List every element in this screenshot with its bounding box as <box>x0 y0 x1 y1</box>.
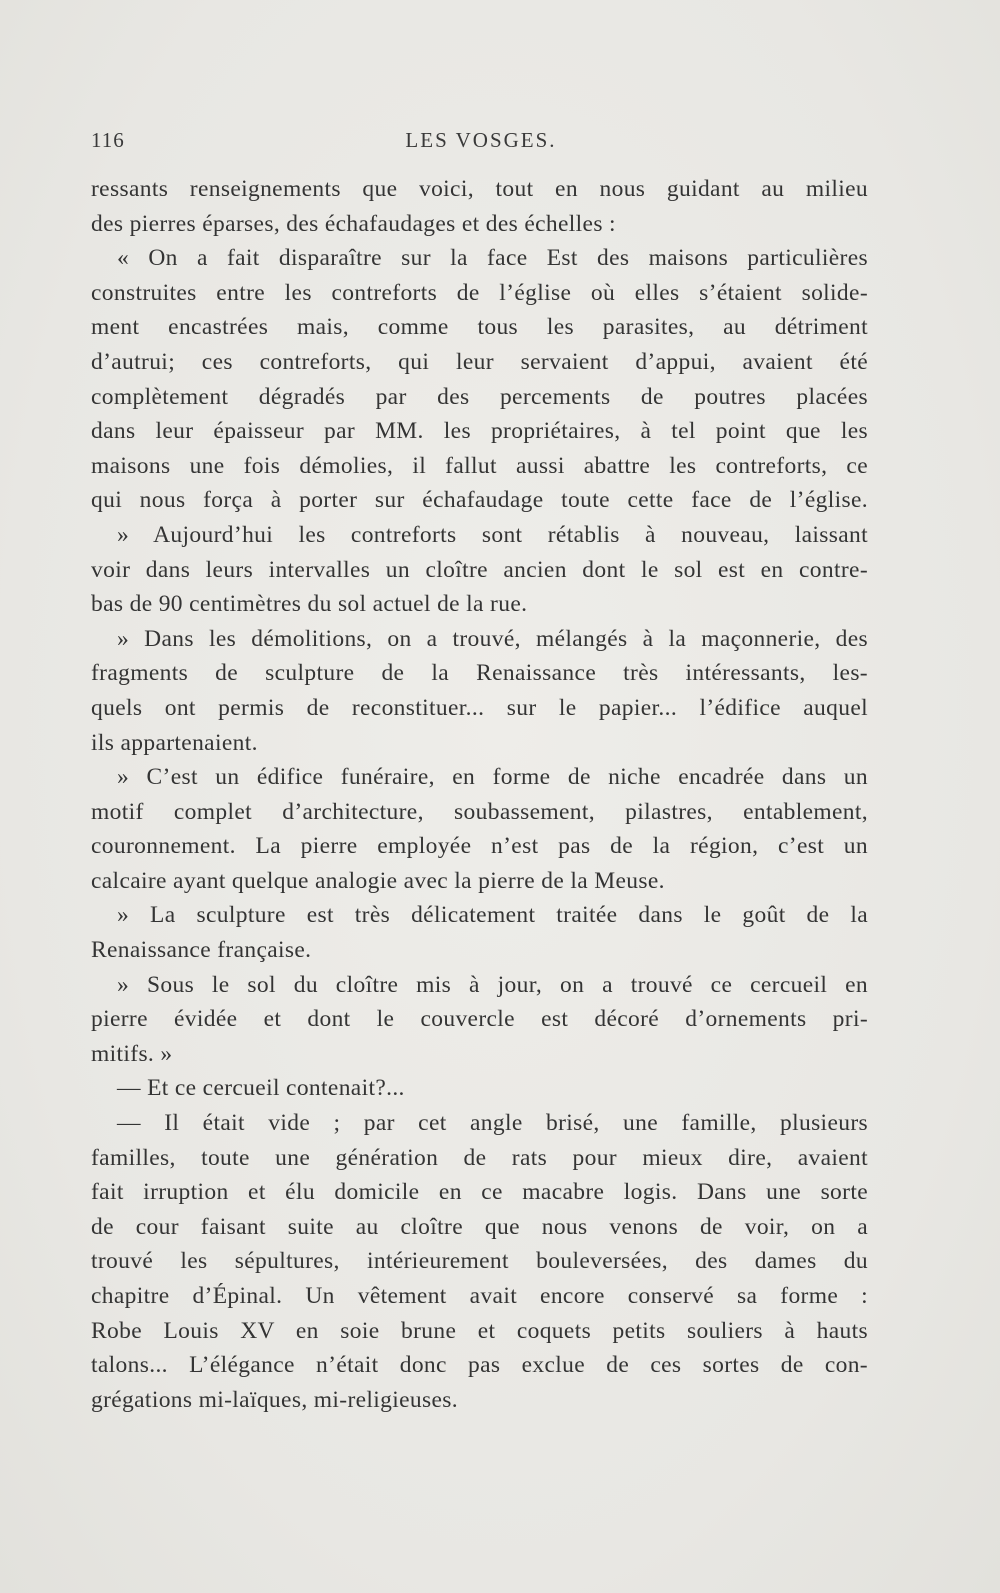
text-line: fragments de sculpture de la Renaissance très intéressants, les- <box>91 660 868 687</box>
text-line: de cour faisant suite au cloître que nous venons de voir, on a <box>91 1213 868 1240</box>
text-line: des pierres éparses, des échafaudages et des échelles : <box>91 210 616 237</box>
text-line: » Sous le sol du cloître mis à jour, on a trouvé ce cercueil en <box>117 971 868 998</box>
text-line: talons... L’élégance n’était donc pas exclue de ces sortes de con- <box>91 1352 868 1379</box>
text-line: qui nous força à porter sur échafaudage toute cette face de l’église. <box>91 487 868 514</box>
text-line: Renaissance française. <box>91 937 312 964</box>
text-line: ressants renseignements que voici, tout en nous guidant au milieu <box>91 176 868 202</box>
text-line: pierre évidée et dont le couvercle est décoré d’ornements pri- <box>91 1006 868 1033</box>
text-line: voir dans leurs intervalles un cloître ancien dont le sol est en contre- <box>91 556 868 583</box>
text-line: bas de 90 centimètres du sol actuel de la rue. <box>91 591 528 618</box>
body-text <box>91 172 868 1417</box>
text-line: familles, toute une génération de rats pour mieux dire, avaient <box>91 1144 868 1171</box>
text-line: construites entre les contreforts de l’église où elles s’étaient solide- <box>91 279 868 306</box>
text-line: complètement dégradés par des percements de poutres placées <box>91 383 868 410</box>
text-line: — Il était vide ; par cet angle brisé, une famille, plusieurs <box>117 1110 868 1137</box>
text-line: « On a fait disparaître sur la face Est des maisons particulières <box>117 245 868 272</box>
text-line: » Dans les démolitions, on a trouvé, mélangés à la maçonnerie, des <box>117 625 868 652</box>
text-line: d’autrui; ces contreforts, qui leur servaient d’appui, avaient été <box>91 348 868 375</box>
text-line: maisons une fois démolies, il fallut aussi abattre les contreforts, ce <box>91 452 868 479</box>
page-number: 116 <box>91 128 125 152</box>
text-line: ils appartenaient. <box>91 729 258 756</box>
text-line: quels ont permis de reconstituer... sur le papier... l’édifice auquel <box>91 694 868 721</box>
text-line: dans leur épaisseur par MM. les propriétaires, à tel point que les <box>91 418 868 445</box>
text-line: » La sculpture est très délicatement traitée dans le goût de la <box>117 902 868 929</box>
text-line: ment encastrées mais, comme tous les parasites, au détriment <box>91 314 868 341</box>
text-line: » Aujourd’hui les contreforts sont rétablis à nouveau, laissant <box>117 521 868 548</box>
text-line: chapitre d’Épinal. Un vêtement avait encore conservé sa forme : <box>91 1283 868 1309</box>
text-line: trouvé les sépultures, intérieurement bouleversées, des dames du <box>91 1248 868 1275</box>
text-line: calcaire ayant quelque analogie avec la pierre de la Meuse. <box>91 867 665 894</box>
page-header <box>91 128 871 158</box>
text-line: grégations mi-laïques, mi-religieuses. <box>91 1386 459 1413</box>
text-line: motif complet d’architecture, soubassement, pilastres, entablement, <box>91 798 868 825</box>
text-line: Robe Louis XV en soie brune et coquets petits souliers à hauts <box>91 1317 868 1344</box>
text-line: — Et ce cercueil contenait?... <box>117 1075 405 1102</box>
text-line: » C’est un édifice funéraire, en forme de niche encadrée dans un <box>117 764 868 791</box>
text-line: fait irruption et élu domicile en ce macabre logis. Dans une sorte <box>91 1179 868 1206</box>
text-line: mitifs. » <box>91 1040 173 1067</box>
running-title: LES VOSGES. <box>405 128 557 152</box>
text-line: couronnement. La pierre employée n’est pas de la région, c’est un <box>91 833 868 860</box>
